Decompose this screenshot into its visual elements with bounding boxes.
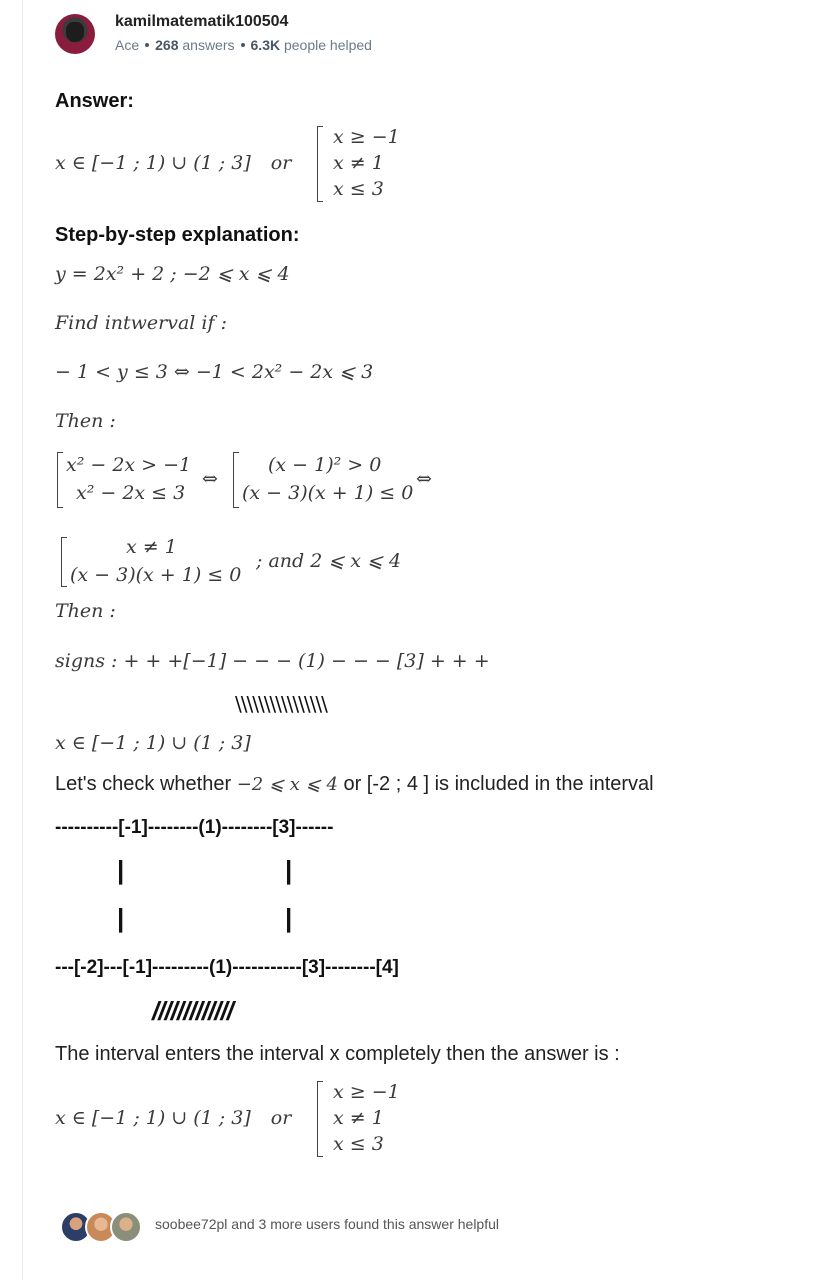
system3-bracket bbox=[61, 537, 67, 587]
answers-label: answers bbox=[182, 37, 235, 53]
avatar-figure bbox=[66, 22, 84, 42]
system2-bracket bbox=[233, 452, 239, 508]
final-result-lhs: x ∈ [−1 ; 1) ∪ (1 ; 3] bbox=[55, 1107, 251, 1129]
check-math: −2 ⩽ x ⩽ 4 bbox=[236, 774, 338, 795]
answer-bracket bbox=[317, 126, 323, 202]
final-or: or bbox=[270, 1107, 292, 1129]
vbar-1a: | bbox=[117, 855, 125, 885]
answer-result-lhs: x ∈ [−1 ; 1) ∪ (1 ; 3] bbox=[55, 152, 251, 174]
check-suffix: or [-2 ; 4 ] is included in the interval bbox=[337, 773, 654, 795]
interval-line: x ∈ [−1 ; 1) ∪ (1 ; 3] bbox=[55, 732, 251, 754]
number-line-1: ----------[-1]--------(1)--------[3]------ bbox=[55, 817, 334, 838]
explanation-heading: Step-by-step explanation: bbox=[55, 224, 300, 246]
answer-heading: Answer: bbox=[55, 90, 134, 112]
hatching-backslash: \\\\\\\\\\\\\\\\ bbox=[235, 692, 327, 716]
left-border bbox=[22, 0, 23, 1280]
function-line: y = 2x² + 2 ; −2 ⩽ x ⩽ 4 bbox=[55, 263, 290, 285]
vbar-1b: | bbox=[117, 903, 125, 933]
author-username[interactable]: kamilmatematik100504 bbox=[115, 13, 289, 30]
helped-count: 6.3K bbox=[250, 37, 281, 53]
author-avatar[interactable] bbox=[55, 14, 95, 54]
hatching-slash: ///////////// bbox=[152, 996, 233, 1026]
system2-line-2: (x − 3)(x + 1) ≤ 0 bbox=[242, 482, 414, 504]
check-sentence bbox=[55, 773, 654, 796]
helpers-text: soobee72pl and 3 more users found this answer helpful bbox=[155, 1216, 499, 1232]
separator-dot bbox=[241, 43, 245, 47]
answer-condition-1: x ≥ −1 bbox=[333, 126, 400, 148]
system3-line-2: (x − 3)(x + 1) ≤ 0 bbox=[70, 564, 242, 586]
answer-result bbox=[55, 152, 291, 174]
number-line-2: ---[-2]---[-1]---------(1)-----------[3]--------[4] bbox=[55, 957, 399, 978]
helped-label: people helped bbox=[283, 37, 372, 53]
and-clause: ; and 2 ⩽ x ⩽ 4 bbox=[256, 550, 402, 572]
final-result bbox=[55, 1107, 291, 1129]
iff-symbol-1: ⇔ bbox=[202, 468, 218, 490]
author-rank: Ace bbox=[115, 37, 140, 53]
system1-line-1: x² − 2x > −1 bbox=[66, 454, 192, 476]
system3-line-1: x ≠ 1 bbox=[126, 536, 177, 558]
inequality-line: − 1 < y ≤ 3 ⇔ −1 < 2x² − 2x ⩽ 3 bbox=[55, 361, 374, 383]
vbar-2b: | bbox=[285, 903, 293, 933]
answer-condition-2: x ≠ 1 bbox=[333, 152, 384, 174]
answer-condition-3: x ≤ 3 bbox=[333, 178, 384, 200]
answers-count: 268 bbox=[155, 37, 179, 53]
then-label-2: Then : bbox=[55, 600, 116, 622]
then-label-1: Then : bbox=[55, 410, 116, 432]
iff-symbol-2: ⇔ bbox=[416, 468, 432, 490]
final-condition-3: x ≤ 3 bbox=[333, 1133, 384, 1155]
author-meta bbox=[115, 37, 372, 53]
find-interval-line: Find intwerval if : bbox=[55, 312, 227, 334]
system2-line-1: (x − 1)² > 0 bbox=[268, 454, 382, 476]
conclusion-sentence: The interval enters the interval x completely then the answer is : bbox=[55, 1043, 620, 1065]
separator-dot bbox=[145, 43, 149, 47]
vbar-2a: | bbox=[285, 855, 293, 885]
helper-avatar[interactable] bbox=[110, 1211, 142, 1243]
system1-bracket bbox=[57, 452, 63, 508]
final-bracket bbox=[317, 1081, 323, 1157]
signs-line: signs : + + +[−1] − − − (1) − − − [3] + + + bbox=[55, 650, 490, 672]
system1-line-2: x² − 2x ≤ 3 bbox=[76, 482, 186, 504]
final-condition-2: x ≠ 1 bbox=[333, 1107, 384, 1129]
answer-or: or bbox=[270, 152, 292, 174]
final-condition-1: x ≥ −1 bbox=[333, 1081, 400, 1103]
check-prefix: Let's check whether bbox=[55, 773, 237, 795]
